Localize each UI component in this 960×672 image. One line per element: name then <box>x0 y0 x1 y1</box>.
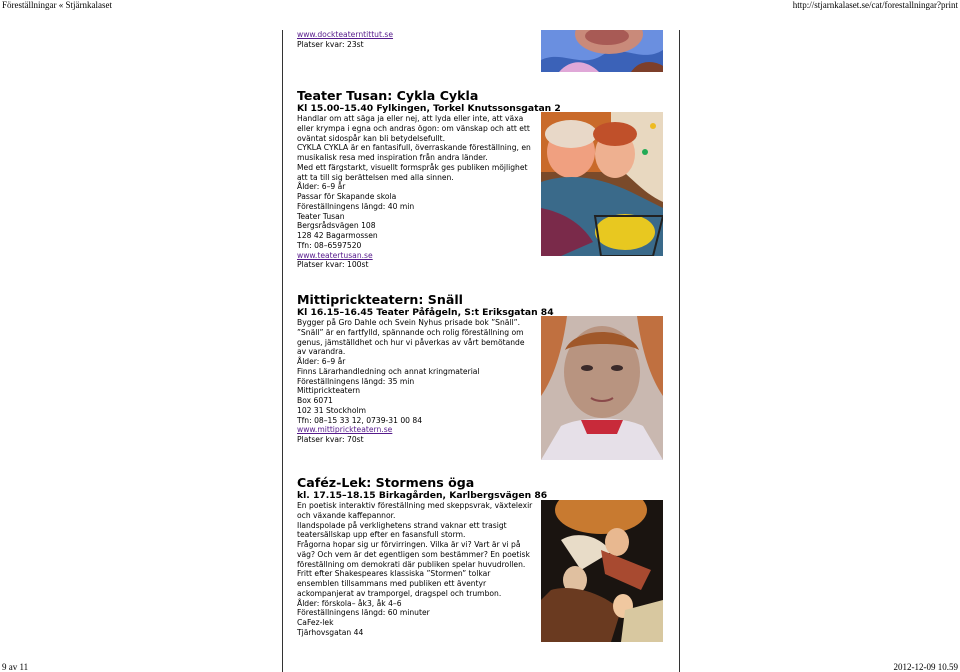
event-title: Caféz-Lek: Stormens öga <box>297 475 475 490</box>
event-teater-tusan <box>297 88 561 270</box>
seats-left: Platser kvar: 23st <box>297 39 364 49</box>
seats-left: Platser kvar: 100st <box>297 260 369 270</box>
description-line: genus, jämställdhet och hur vi påverkas av vårt bemötande <box>297 337 525 347</box>
suitability: Passar för Skapande skola <box>297 192 397 201</box>
description-line: ”Snäll” är en fartfylld, spännande och rolig föreställning om <box>297 327 524 337</box>
description-line: föreställning om demokrati där publiken spelar huvudrollen. <box>297 559 526 569</box>
organizer-postal: 102 31 Stockholm <box>297 405 366 415</box>
event-time-venue: Kl 16.15–16.45 Teater Påfågeln, S:t Eriksgatan 84 <box>297 307 554 318</box>
organizer-name: Teater Tusan <box>297 211 345 221</box>
age-range: Ålder: 6–9 år <box>297 357 346 366</box>
duration: Föreställningens längd: 40 min <box>297 201 415 211</box>
description-line: Ilandspolade på verklighetens strand vaknar ett trasigt <box>297 520 507 530</box>
print-page-number: 9 av 11 <box>2 662 29 672</box>
description-line: eller krympa i egna och andras ögon: om vänskap och att ett <box>297 123 530 133</box>
description-line: En poetisk interaktiv föreställning med skeppsvrak, växtelexir <box>297 501 533 510</box>
event-details <box>297 599 547 638</box>
description-line: oväntat sidospår kan bli betydelsefullt. <box>297 133 446 143</box>
event-website-link[interactable]: www.mittiprickteatern.se <box>297 425 393 435</box>
previous-event-photo <box>541 30 663 72</box>
description-line: Handlar om att säga ja eller nej, att lyda eller inte, att växa <box>297 114 524 123</box>
description-line: väg? Och vem är det egentligen som bestämmer? En poetisk <box>297 549 530 559</box>
description-line: CYKLA CYKLA är en fantasifull, överraskande föreställning, en <box>297 143 531 153</box>
duration: Föreställningens längd: 60 minuter <box>297 608 430 618</box>
description-line: av varandra. <box>297 347 346 357</box>
stormens-oga-photo <box>541 500 663 642</box>
print-page-url: http://stjarnkalaset.se/cat/forestallningar?print <box>792 0 958 10</box>
snall-photo <box>541 316 663 460</box>
description-line: Frågorna hopar sig ur förvirringen. Vilka är vi? Vart är vi på <box>297 540 521 549</box>
organizer-phone: Tfn: 08–15 33 12, 0739-31 00 84 <box>297 415 423 425</box>
organizer-address: Bergsrådsvägen 108 <box>297 221 376 231</box>
duration: Föreställningens längd: 35 min <box>297 376 415 386</box>
event-cafez-lek <box>297 475 547 638</box>
previous-event-tail <box>297 30 393 50</box>
organizer-phone: Tfn: 08–6597520 <box>297 240 362 250</box>
previous-event-link[interactable]: www.dockteaterntittut.se <box>297 30 394 39</box>
organizer-address: Tjärhovsgatan 44 <box>297 627 364 637</box>
description-line: och växande kaffepannor. <box>297 510 396 520</box>
organizer-name: CaFez-lek <box>297 618 334 627</box>
event-title: Teater Tusan: Cykla Cykla <box>297 88 479 103</box>
event-description <box>297 501 547 599</box>
event-website-link[interactable]: www.teatertusan.se <box>297 250 373 260</box>
organizer-name: Mittiprickteatern <box>297 386 361 396</box>
print-page-title: Föreställningar « Stjärnkalaset <box>2 0 112 10</box>
seats-left: Platser kvar: 70st <box>297 435 364 444</box>
description-line: ackompanjerat av tramporgel, dragspel och trumbon. <box>297 588 502 598</box>
description-line: Fritt efter Shakespeares klassiska ”Stormen” tolkar <box>297 569 491 579</box>
organizer-postal: 128 42 Bagarmossen <box>297 231 378 240</box>
age-range: Ålder: förskola– åk3, åk 4–6 <box>297 598 402 608</box>
event-details <box>297 182 561 250</box>
age-range: Ålder: 6–9 år <box>297 182 346 192</box>
print-datetime: 2012-12-09 10.59 <box>893 662 958 672</box>
event-description <box>297 114 561 182</box>
teacher-material: Finns Lärarhandledning och annat kringmaterial <box>297 366 480 376</box>
description-line: Med ett färgstarkt, visuellt formspråk ges publiken möjlighet <box>297 162 528 172</box>
event-details <box>297 357 554 425</box>
event-description <box>297 318 554 357</box>
description-line: ensemblen tillsammans med publiken ett äventyr <box>297 579 487 588</box>
description-line: Bygger på Gro Dahle och Svein Nyhus prisade bok ”Snäll”. <box>297 318 521 327</box>
organizer-address: Box 6071 <box>297 396 333 405</box>
event-time-venue: Kl 15.00–15.40 Fylkingen, Torkel Knutssonsgatan 2 <box>297 103 561 114</box>
event-mittiprickteatern <box>297 292 554 445</box>
description-line: att ta till sig berättelsen med alla sinnen. <box>297 172 454 182</box>
description-line: musikalisk resa med inspiration från andra länder. <box>297 153 488 162</box>
event-title: Mittiprickteatern: Snäll <box>297 292 463 307</box>
description-line: teatersällskap upp efter en fasansfull storm. <box>297 530 466 540</box>
event-time-venue: kl. 17.15–18.15 Birkagården, Karlbergsvägen 86 <box>297 490 548 501</box>
